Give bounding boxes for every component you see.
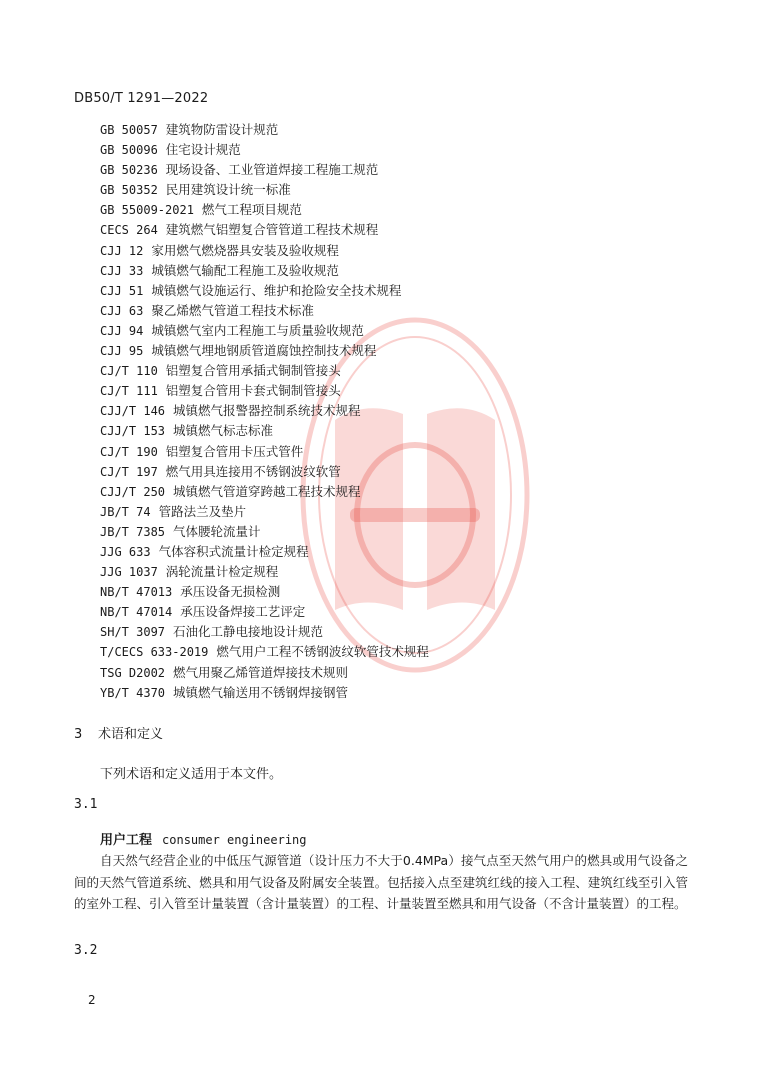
reference-code: JJG 633: [100, 544, 151, 559]
reference-code: CJJ 95: [100, 344, 144, 359]
reference-title: 城镇燃气管道穿跨越工程技术规程: [173, 483, 361, 499]
reference-title: 城镇燃气室内工程施工与质量验收规范: [151, 322, 364, 338]
reference-code: T/CECS 633-2019: [100, 645, 209, 660]
reference-title: 石油化工静电接地设计规范: [173, 624, 324, 640]
reference-title: 燃气用具连接用不锈钢波纹软管: [165, 463, 341, 479]
reference-item: [100, 442, 700, 462]
reference-code: CJ/T 197: [100, 464, 158, 479]
reference-title: 燃气用聚乙烯管道焊接技术规则: [173, 664, 349, 680]
reference-item: [100, 241, 700, 261]
reference-code: CJJ 33: [100, 263, 144, 278]
reference-code: CJJ/T 250: [100, 484, 166, 499]
reference-code: JB/T 74: [100, 504, 151, 519]
reference-item: [100, 261, 700, 281]
reference-item: [100, 200, 700, 220]
clause-number: 3.2: [74, 943, 98, 958]
reference-code: NB/T 47013: [100, 585, 173, 600]
reference-item: [100, 502, 700, 522]
reference-item: [100, 462, 700, 482]
reference-code: CJJ/T 146: [100, 404, 166, 419]
reference-title: 家用燃气燃烧器具安装及验收规程: [151, 242, 339, 258]
reference-code: TSG D2002: [100, 665, 166, 680]
term-entry: [100, 829, 307, 848]
reference-code: CJ/T 110: [100, 364, 158, 379]
term-chinese: 用户工程: [100, 833, 153, 848]
reference-title: 铝塑复合管用承插式铜制管接头: [165, 363, 341, 379]
reference-item: [100, 341, 700, 361]
reference-title: 铝塑复合管用卡套式铜制管接头: [165, 383, 341, 399]
reference-item: [100, 361, 700, 381]
reference-title: 涡轮流量计检定规程: [165, 564, 279, 580]
reference-title: 城镇燃气报警器控制系统技术规程: [173, 403, 361, 419]
section-heading: [74, 723, 163, 742]
reference-code: CECS 264: [100, 223, 158, 238]
reference-code: CJ/T 190: [100, 444, 158, 459]
reference-title: 现场设备、工业管道焊接工程施工规范: [165, 162, 379, 178]
document-code: DB50/T 1291—2022: [74, 91, 209, 106]
reference-code: CJ/T 111: [100, 384, 158, 399]
reference-code: JJG 1037: [100, 565, 158, 580]
reference-item: [100, 160, 700, 180]
reference-item: [100, 482, 700, 502]
term-definition: 自天然气经营企业的中低压气源管道（设计压力不大于0.4MPa）接气点至天然气用户的燃具或用气设备之间的天然气管道系统、燃具和用气设备及附属安全装置。包括接入点至建筑红线的接入工程、建筑红线至引入管的室外工程、引入管至计量装置（含计量装置）的工程、计量装置至燃具和用气设备（不含计量装置）的工程。: [74, 853, 688, 911]
reference-title: 气体腰轮流量计: [173, 523, 261, 539]
reference-title: 城镇燃气输配工程施工及验收规范: [151, 262, 339, 278]
reference-item: [100, 120, 700, 140]
reference-title: 燃气用户工程不锈钢波纹软管技术规程: [216, 644, 429, 660]
reference-item: [100, 602, 700, 622]
reference-code: NB/T 47014: [100, 605, 173, 620]
page-number: 2: [88, 993, 96, 1007]
reference-title: 城镇燃气设施运行、维护和抢险安全技术规程: [151, 282, 402, 298]
reference-code: CJJ 94: [100, 323, 144, 338]
reference-item: [100, 622, 700, 642]
reference-item: [100, 582, 700, 602]
reference-item: [100, 562, 700, 582]
reference-code: GB 55009-2021: [100, 203, 194, 218]
reference-title: 承压设备焊接工艺评定: [180, 604, 306, 620]
term-english: consumer engineering: [162, 833, 307, 847]
reference-title: 建筑物防雷设计规范: [165, 122, 279, 137]
reference-item: [100, 683, 700, 703]
reference-code: GB 50352: [100, 183, 158, 198]
reference-code: GB 50096: [100, 143, 158, 158]
section-title: 术语和定义: [98, 727, 164, 742]
reference-title: 燃气工程项目规范: [201, 202, 302, 218]
reference-item: [100, 522, 700, 542]
reference-title: 聚乙烯燃气管道工程技术标准: [151, 302, 314, 318]
reference-code: YB/T 4370: [100, 685, 166, 700]
normative-references-list: [100, 120, 700, 703]
reference-item: [100, 301, 700, 321]
reference-title: 铝塑复合管用卡压式管件: [165, 443, 304, 459]
reference-item: [100, 421, 700, 441]
reference-code: SH/T 3097: [100, 625, 166, 640]
reference-item: [100, 321, 700, 341]
reference-item: [100, 140, 700, 160]
reference-title: 承压设备无损检测: [180, 584, 281, 600]
reference-title: 城镇燃气输送用不锈钢焊接钢管: [173, 684, 349, 700]
section-number: 3: [74, 727, 83, 742]
reference-item: [100, 401, 700, 421]
reference-item: [100, 663, 700, 683]
reference-code: CJJ 63: [100, 303, 144, 318]
reference-item: [100, 220, 700, 240]
reference-code: CJJ 12: [100, 243, 144, 258]
reference-item: [100, 542, 700, 562]
reference-item: [100, 180, 700, 200]
clause-number: 3.1: [74, 797, 98, 812]
reference-code: CJJ/T 153: [100, 424, 166, 439]
reference-code: GB 50236: [100, 163, 158, 178]
reference-item: [100, 281, 700, 301]
reference-title: 城镇燃气标志标准: [173, 423, 274, 439]
reference-title: 城镇燃气埋地钢质管道腐蚀控制技术规程: [151, 343, 377, 359]
reference-title: 民用建筑设计统一标准: [165, 182, 291, 198]
section-intro: 下列术语和定义适用于本文件。: [100, 767, 283, 782]
reference-item: [100, 642, 700, 662]
reference-title: 建筑燃气铝塑复合管管道工程技术规程: [165, 222, 379, 238]
reference-title: 管路法兰及垫片: [158, 503, 247, 519]
reference-code: JB/T 7385: [100, 524, 166, 539]
reference-item: [100, 381, 700, 401]
reference-code: CJJ 51: [100, 283, 144, 298]
reference-title: 气体容积式流量计检定规程: [158, 543, 309, 559]
reference-title: 住宅设计规范: [165, 142, 241, 158]
reference-code: GB 50057: [100, 123, 158, 137]
